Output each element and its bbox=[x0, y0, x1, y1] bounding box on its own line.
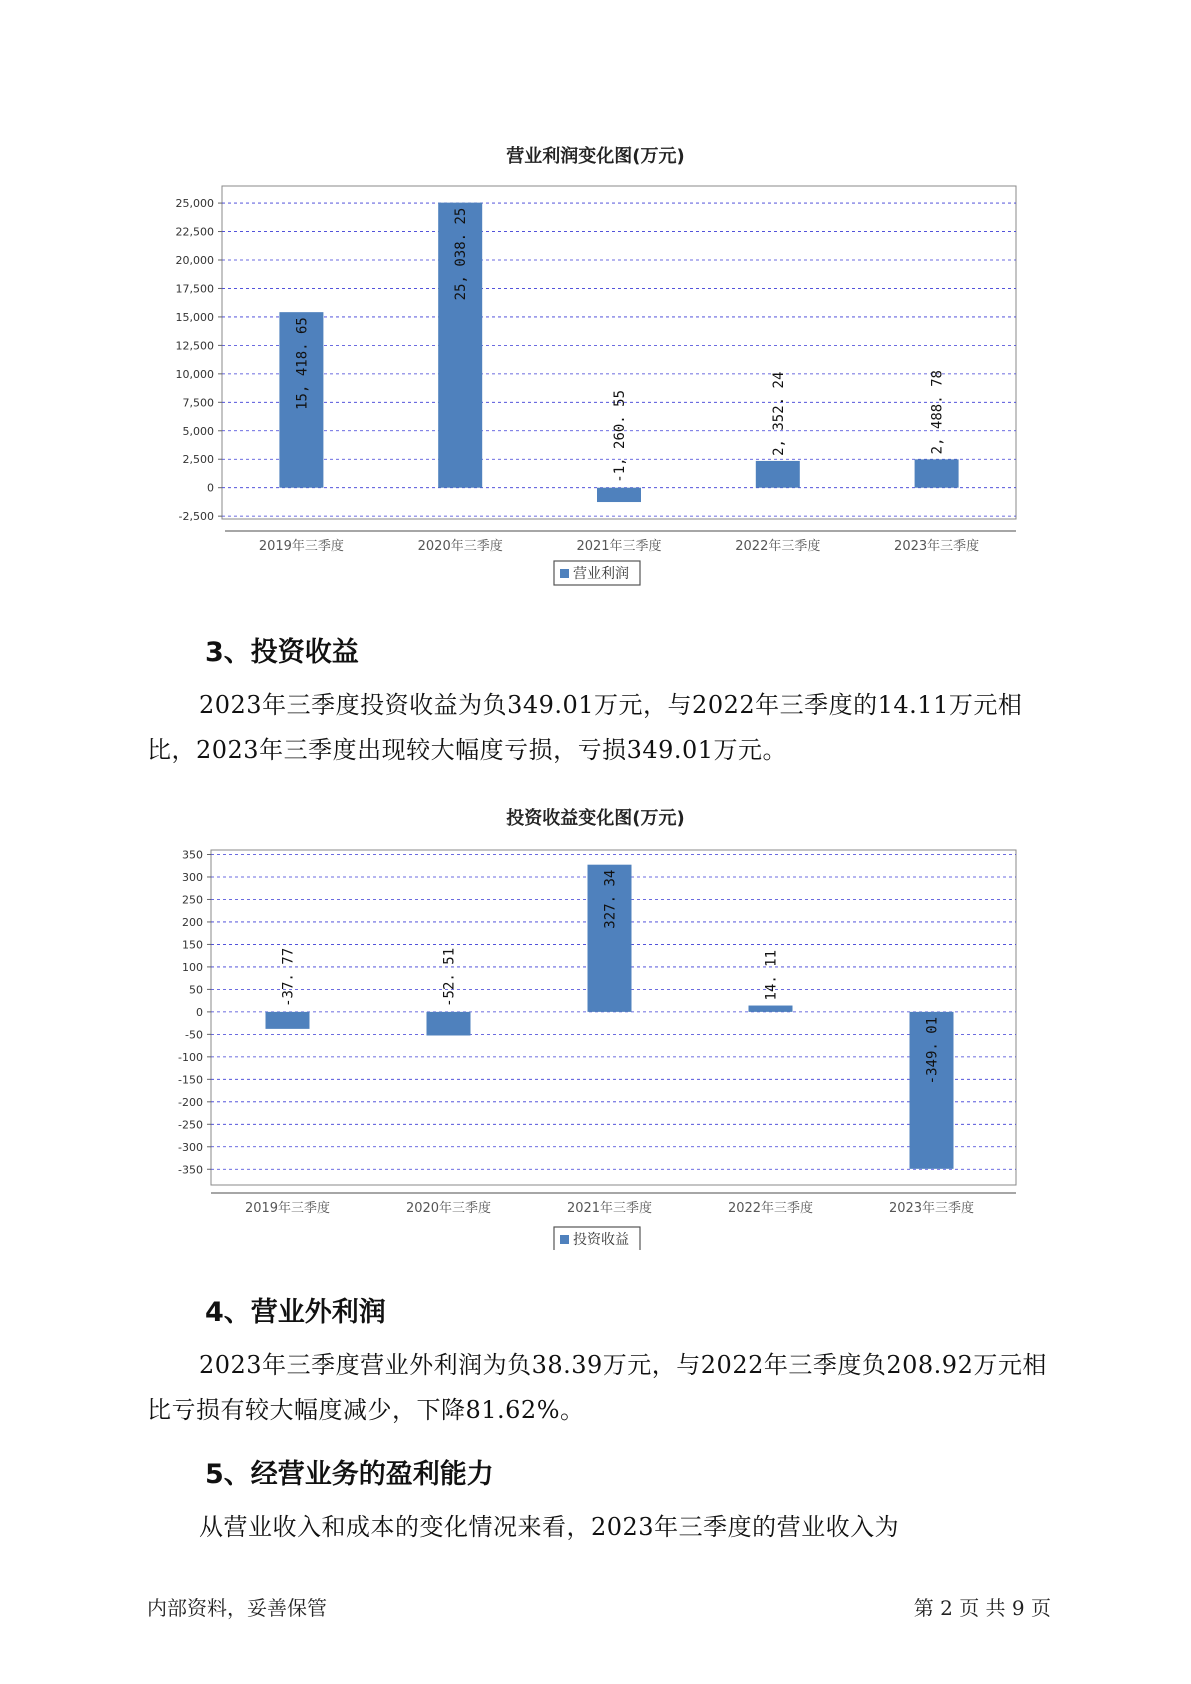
bar bbox=[597, 488, 641, 502]
section3-heading: 3、投资收益 bbox=[205, 637, 359, 668]
bar-value-label: 327. 34 bbox=[602, 869, 619, 929]
y-tick-label: 0 bbox=[196, 1005, 203, 1019]
y-tick-label: 20,000 bbox=[175, 254, 214, 267]
bar bbox=[266, 1012, 310, 1029]
y-tick-label: 10,000 bbox=[175, 367, 214, 381]
chart2-investment-income bbox=[0, 790, 1191, 1250]
x-category-label: 2020年三季度 bbox=[405, 1201, 492, 1216]
x-category-label: 2023年三季度 bbox=[894, 539, 980, 554]
legend-swatch bbox=[560, 1235, 569, 1244]
x-category-label: 2022年三季度 bbox=[727, 1201, 814, 1216]
section5-paragraph: 从营业收入和成本的变化情况来看，2023年三季度的营业收入为 bbox=[199, 1513, 900, 1541]
y-tick-label: 250 bbox=[182, 893, 203, 907]
bar-value-label: -52. 51 bbox=[441, 947, 458, 1007]
chart1-title: 营业利润变化图(万元) bbox=[506, 146, 685, 167]
x-category-label: 2022年三季度 bbox=[735, 539, 821, 554]
y-tick-label: -100 bbox=[178, 1050, 203, 1064]
y-tick-label: 2,500 bbox=[182, 453, 214, 467]
bar-value-label: 15, 418. 65 bbox=[294, 317, 311, 410]
y-tick-label: -2,500 bbox=[178, 510, 214, 524]
y-tick-label: 50 bbox=[189, 983, 203, 997]
bar-value-label: 2, 352. 24 bbox=[770, 371, 787, 456]
footer-page-number: 第 2 页 共 9 页 bbox=[913, 1596, 1051, 1620]
legend-label: 投资收益 bbox=[573, 1232, 629, 1248]
legend-swatch bbox=[560, 569, 569, 578]
section4-heading: 4、营业外利润 bbox=[205, 1297, 386, 1328]
x-category-label: 2021年三季度 bbox=[566, 1201, 653, 1216]
bar bbox=[427, 1012, 471, 1036]
bar-value-label: 25, 038. 25 bbox=[453, 207, 470, 301]
y-tick-label: 100 bbox=[182, 960, 203, 974]
y-tick-label: 350 bbox=[182, 848, 203, 862]
chart1-operating-profit bbox=[0, 130, 1191, 590]
chart2-title: 投资收益变化图(万元) bbox=[506, 808, 685, 829]
y-tick-label: 7,500 bbox=[182, 396, 214, 410]
y-tick-label: -150 bbox=[178, 1073, 203, 1087]
y-tick-label: 15,000 bbox=[175, 310, 214, 324]
section4-paragraph: 2023年三季度营业外利润为负38.39万元，与2022年三季度负208.92万元相比亏损有较大幅度减少，下降81.62%。 bbox=[147, 1351, 1047, 1424]
y-tick-label: 5,000 bbox=[182, 424, 214, 438]
bar bbox=[749, 1006, 793, 1012]
x-category-label: 2021年三季度 bbox=[576, 539, 662, 554]
section3-paragraph: 2023年三季度投资收益为负349.01万元，与2022年三季度的14.11万元相比，2023年三季度出现较大幅度亏损，亏损349.01万元。 bbox=[147, 691, 1023, 764]
section5-heading: 5、经营业务的盈利能力 bbox=[205, 1459, 494, 1490]
y-tick-label: -50 bbox=[185, 1028, 203, 1042]
y-tick-label: -300 bbox=[178, 1140, 203, 1154]
x-category-label: 2019年三季度 bbox=[258, 539, 344, 554]
bar-value-label: 14. 11 bbox=[763, 949, 780, 1001]
bar bbox=[915, 459, 959, 487]
x-category-label: 2023年三季度 bbox=[888, 1201, 975, 1216]
y-tick-label: 17,500 bbox=[175, 282, 214, 296]
footer-confidential: 内部资料，妥善保管 bbox=[147, 1596, 327, 1620]
y-tick-label: 12,500 bbox=[175, 339, 214, 353]
bar-value-label: -349. 01 bbox=[924, 1016, 941, 1085]
legend bbox=[554, 561, 640, 585]
y-tick-label: 25,000 bbox=[175, 197, 214, 211]
bar-value-label: -1, 260. 55 bbox=[612, 389, 628, 483]
x-category-label: 2019年三季度 bbox=[244, 1201, 331, 1216]
y-tick-label: 0 bbox=[207, 481, 214, 495]
bar-value-label: 2, 488. 78 bbox=[929, 370, 946, 455]
y-tick-label: 200 bbox=[182, 915, 203, 929]
y-tick-label: 300 bbox=[182, 870, 203, 884]
y-tick-label: -200 bbox=[178, 1095, 203, 1109]
y-tick-label: 22,500 bbox=[175, 225, 214, 239]
y-tick-label: 150 bbox=[182, 938, 203, 952]
legend bbox=[554, 1227, 640, 1250]
y-tick-label: -350 bbox=[178, 1163, 203, 1177]
bar-value-label: -37. 77 bbox=[280, 947, 297, 1007]
x-category-label: 2020年三季度 bbox=[417, 539, 503, 554]
y-tick-label: -250 bbox=[178, 1118, 203, 1132]
bar bbox=[756, 461, 800, 488]
legend-label: 营业利润 bbox=[573, 566, 629, 582]
